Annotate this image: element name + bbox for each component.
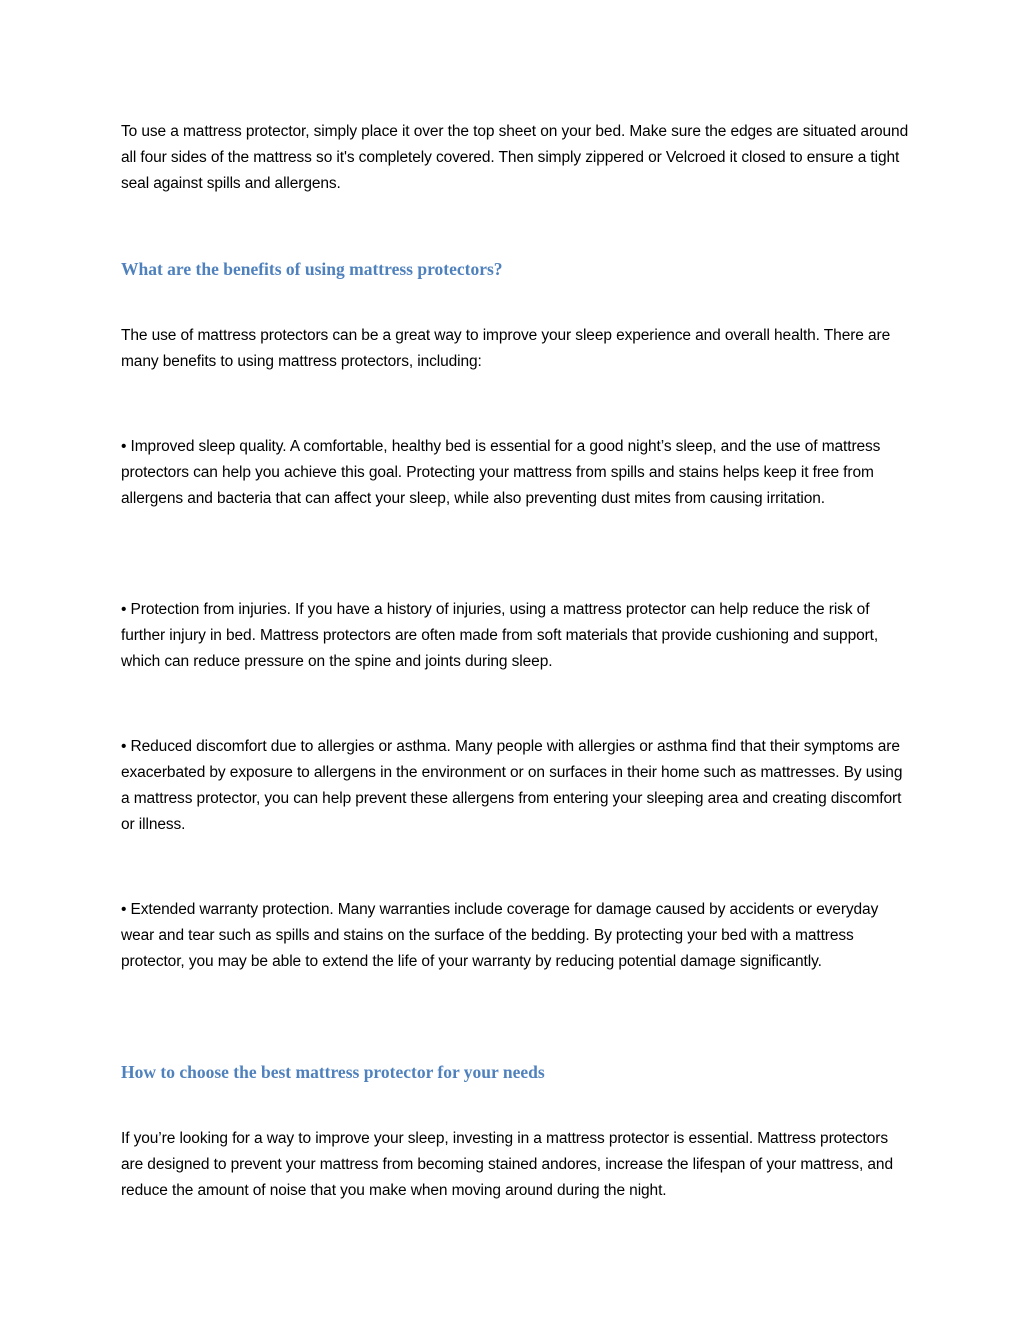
choose-heading: How to choose the best mattress protector for your needs xyxy=(121,1062,545,1082)
bullet-reduced-discomfort: • Reduced discomfort due to allergies or asthma. Many people with allergies or asthma find that their symptoms are exacerbated by exposure to allergens in the environment or on surfaces in their home such as mattresses. By using a mattress protector, you can help prevent these allergens from entering your sleeping area and creating discomfort or illness. xyxy=(121,738,903,833)
bullet-extended-warranty: • Extended warranty protection. Many warranties include coverage for damage caused by accidents or everyday wear and tear such as spills and stains on the surface of the bedding. By protecting your bed with a mattress protector, you may be able to extend the life of your warranty by reducing potential damage significantly. xyxy=(121,901,879,970)
bullet-protection-from-injuries: • Protection from injuries. If you have a history of injuries, using a mattress protector can help reduce the risk of further injury in bed. Mattress protectors are often made from soft materials that provide cushioning and support, which can reduce pressure on the spine and joints during sleep. xyxy=(121,601,879,670)
bullet-improved-sleep-quality: • Improved sleep quality. A comfortable, healthy bed is essential for a good night’s sleep, and the use of mattress protectors can help you achieve this goal. Protecting your mattress from spills and stains helps keep it free from allergens and bacteria that can affect your sleep, while also preventing dust mites from causing irritation. xyxy=(121,438,881,507)
choose-paragraph: If you’re looking for a way to improve your sleep, investing in a mattress protector is essential. Mattress protectors are designed to prevent your mattress from becoming stained andores, increase the lifespan of your mattress, and reduce the amount of noise that you make when moving around during the night. xyxy=(121,1130,893,1199)
benefits-intro-paragraph: The use of mattress protectors can be a great way to improve your sleep experience and overall health. There are many benefits to using mattress protectors, including: xyxy=(121,327,891,370)
intro-paragraph: To use a mattress protector, simply place it over the top sheet on your bed. Make sure the edges are situated around all four sides of the mattress so it's completely covered. Then simply zippered or Velcroed it closed to ensure a tight seal against spills and allergens. xyxy=(121,123,909,192)
benefits-heading: What are the benefits of using mattress protectors? xyxy=(121,259,503,279)
